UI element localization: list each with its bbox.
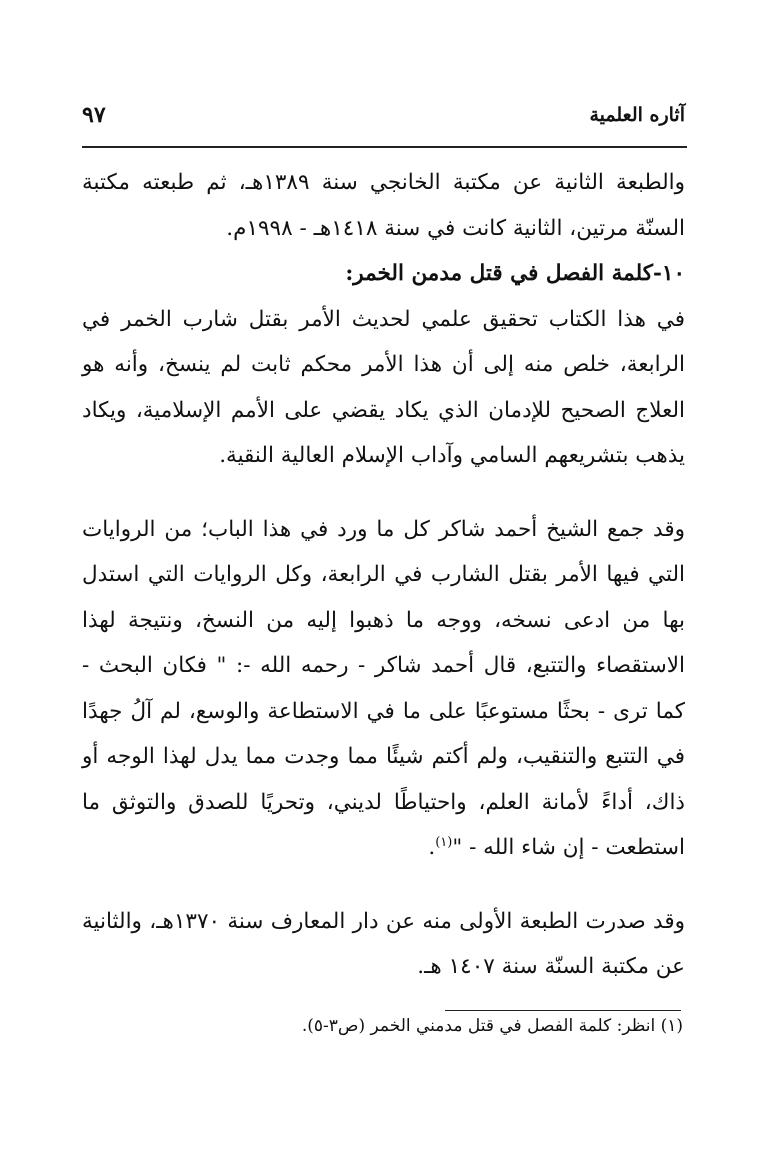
- footnote-rule: [445, 1010, 681, 1011]
- footnote-reference: (١): [435, 834, 453, 850]
- paragraph-4: وقد صدرت الطبعة الأولى منه عن دار المعارف سنة ١٣٧٠هـ، والثانية عن مكتبة السنّة سنة ١٤٠٧ هـ.: [82, 908, 685, 979]
- paragraph-3: [82, 507, 685, 871]
- paragraph-gap: [82, 479, 685, 507]
- paragraph-3-text: وقد جمع الشيخ أحمد شاكر كل ما ورد في هذا الباب؛ من الروايات التي فيها الأمر بقتل الشارب في الرابعة، وكل الروايات التي استدل بها من ادعى نسخه، ووجه ما ذهبوا إليه من النسخ، ونتيجة لهذا الاستقصاء والتتبع، قال أحمد شاكر - رحمه الله -: " فكان البحث - كما ترى - بحثًا مستوعبًا على ما في الاستطاعة والوسع، لم آلُ جهدًا في التتبع والتنقيب، ولم أكتم شيئًا مما وجدت مما يدل لهذا الوجه أو ذاك، أداءً لأمانة العلم، واحتياطًا لديني، وتحريًا للصدق والتوثق ما استطعت - إن شاء الله - ": [82, 516, 685, 860]
- paragraph-2: في هذا الكتاب تحقيق علمي لحديث الأمر بقتل شارب الخمر في الرابعة، خلص منه إلى أن هذا الأمر محكم ثابت لم ينسخ، وأنه هو العلاج الصحيح للإدمان الذي يكاد يقضي على الأمم الإسلامية، ويكاد يذهب بتشريعهم السامي وآداب الإسلام العالية النقية.: [82, 306, 685, 468]
- paragraph-1: والطبعة الثانية عن مكتبة الخانجي سنة ١٣٨٩هـ، ثم طبعته مكتبة السنّة مرتين، الثانية كانت في سنة ١٤١٨هـ - ١٩٩٨م.: [82, 170, 685, 241]
- page-header: [80, 104, 685, 140]
- header-rule: [82, 146, 687, 148]
- paragraph-gap: [82, 871, 685, 899]
- main-text: [82, 160, 685, 990]
- paragraph-3-end: .: [428, 835, 436, 860]
- footnote: (١) انظر: كلمة الفصل في قتل مدمني الخمر (ص٣-٥).: [301, 1016, 683, 1036]
- section-heading: ١٠-كلمة الفصل في قتل مدمن الخمر:: [345, 261, 685, 286]
- page-number: ٩٧: [82, 102, 106, 128]
- running-title: آثاره العلمية: [589, 104, 685, 126]
